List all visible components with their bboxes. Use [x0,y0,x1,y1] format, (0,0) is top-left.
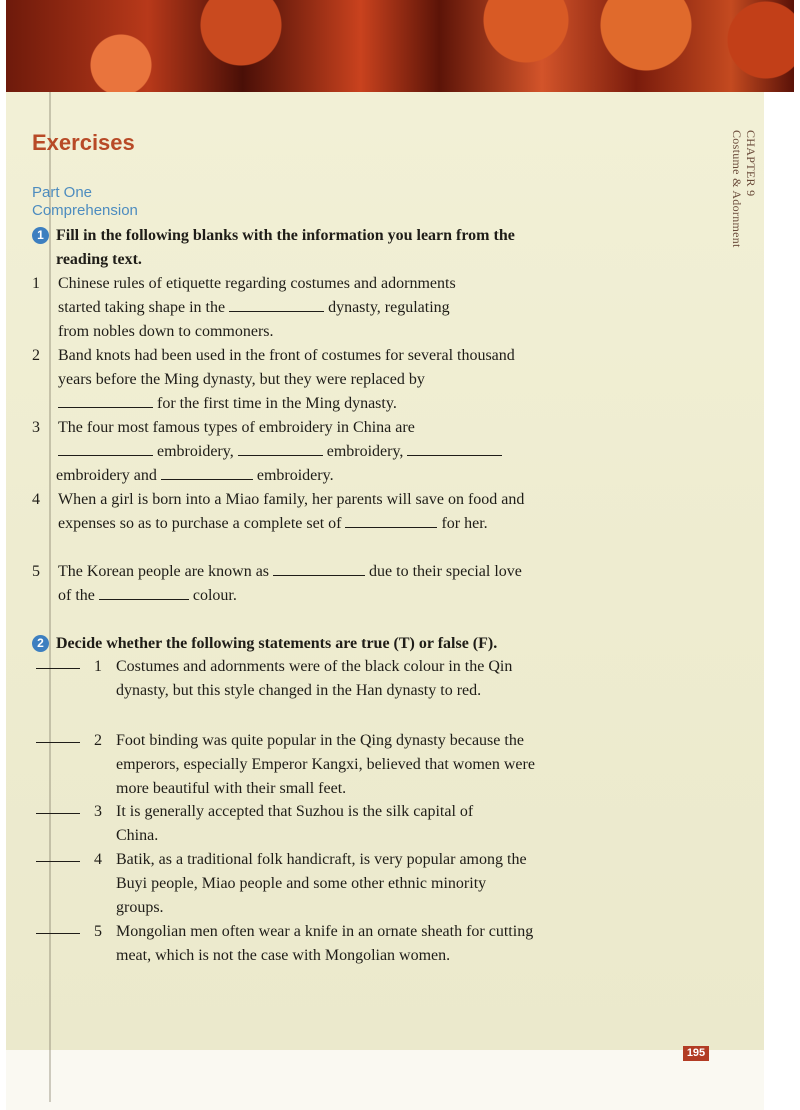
instruction-text: Fill in the following blanks with the information you learn from the reading text. [56,227,515,268]
question-text: embroidery and embroidery. [56,467,334,484]
question-number: 3 [32,419,40,436]
question-1 [30,272,530,344]
true-false-blank[interactable] [36,920,80,934]
statement-number: 3 [94,803,102,820]
statement-text: It is generally accepted that Suzhou is the silk capital of China. [116,803,474,844]
exercise-2-instruction [32,632,552,656]
chapter-side-label [730,130,758,248]
true-false-blank[interactable] [36,655,80,669]
answer-blank[interactable] [229,297,324,312]
true-false-blank[interactable] [36,800,80,814]
page-number-badge: 195 [683,1046,709,1061]
page-title: Exercises [32,130,135,155]
answer-blank[interactable] [161,465,253,480]
page-bottom-margin [6,1050,764,1110]
question-text: Band knots had been used in the front of costumes for several thousand years before the Ming dynasty, but they were replaced by for the first time in the Ming dynasty. [58,347,515,412]
instruction-text: Decide whether the following statements are true (T) or false (F). [56,635,498,652]
question-3-continued [56,464,556,488]
question-text: When a girl is born into a Miao family, her parents will save on food and expenses so as to purchase a complete set of for her. [58,491,525,532]
statement-4 [36,848,536,920]
question-text: The four most famous types of embroidery in China are embroidery, embroidery, [58,416,530,464]
question-number: 4 [32,491,40,508]
question-4 [30,488,530,536]
question-number: 1 [32,275,40,292]
true-false-blank[interactable] [36,729,80,743]
part-heading [32,184,138,220]
statement-text: Costumes and adornments were of the black colour in the Qin dynasty, but this style changed in the Han dynasty to red. [116,658,513,699]
question-number: 5 [32,563,40,580]
question-2 [30,344,530,416]
answer-blank[interactable] [58,393,153,408]
statement-number: 4 [94,851,102,868]
statement-3 [36,800,536,848]
answer-blank[interactable] [273,561,365,576]
question-5 [30,560,530,608]
answer-blank[interactable] [238,441,323,456]
chapter-topic: Costume & Adornment [730,130,744,248]
question-text: The Korean people are known as due to their special love of the colour. [58,563,522,604]
chapter-number: CHAPTER 9 [744,130,758,197]
true-false-blank[interactable] [36,848,80,862]
exercise-1-instruction [32,224,532,272]
question-text: Chinese rules of etiquette regarding costumes and adornments started taking shape in the dynasty, regulating from nobles down to commoners. [58,275,456,340]
answer-blank[interactable] [345,513,437,528]
statement-text: Mongolian men often wear a knife in an ornate sheath for cutting meat, which is not the case with Mongolian women. [116,923,534,964]
answer-blank[interactable] [407,441,502,456]
statement-5 [36,920,536,968]
question-number: 2 [32,347,40,364]
question-3 [30,416,530,464]
statement-number: 5 [94,923,102,940]
statement-1 [36,655,536,703]
statement-text: Batik, as a traditional folk handicraft, is very popular among the Buyi people, Miao people and some other ethnic minority groups. [116,851,527,916]
answer-blank[interactable] [58,441,153,456]
section-label: Comprehension [32,202,138,219]
statement-number: 2 [94,732,102,749]
exercise-number-badge: 2 [32,635,49,652]
answer-blank[interactable] [99,585,189,600]
header-banner-photo [6,0,794,92]
statement-number: 1 [94,658,102,675]
statement-2 [36,729,536,801]
exercise-number-badge: 1 [32,227,49,244]
part-label: Part One [32,184,93,201]
statement-text: Foot binding was quite popular in the Qing dynasty because the emperors, especially Emperor Kangxi, believed that women were more beautiful with their small feet. [116,732,535,797]
